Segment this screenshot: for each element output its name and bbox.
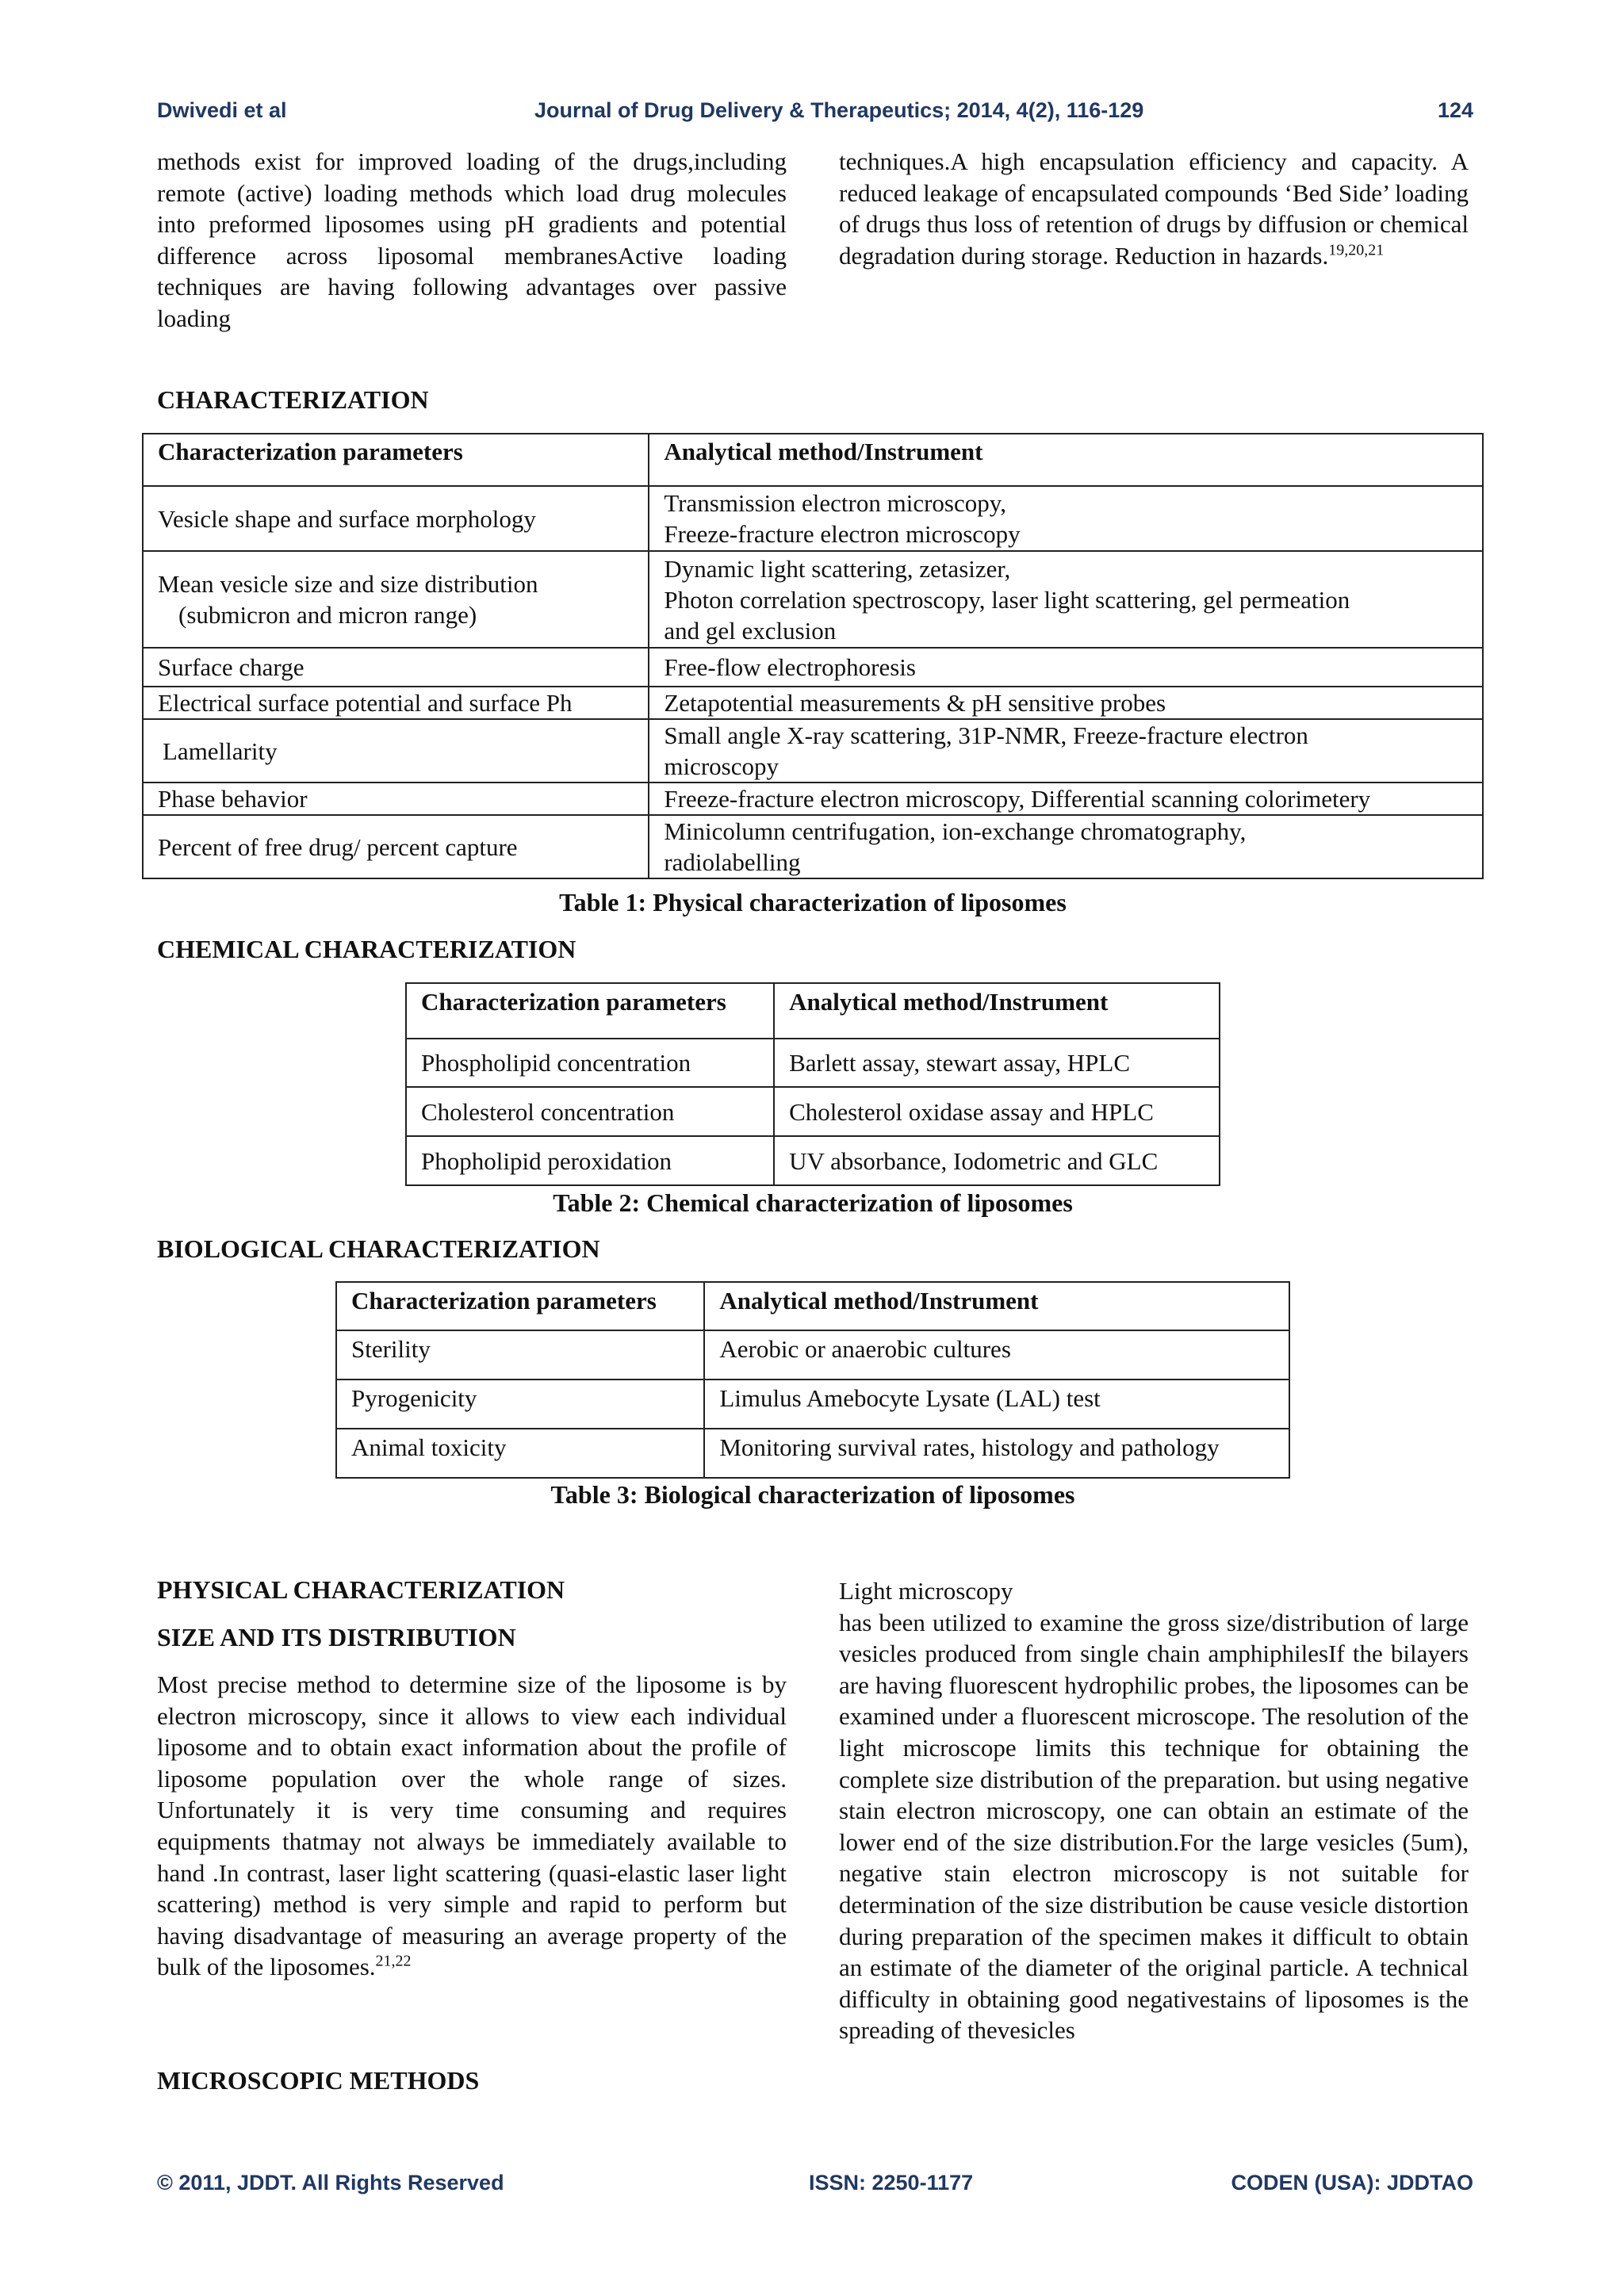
param-line: (submicron and micron range) xyxy=(178,601,477,629)
table-cell-method xyxy=(649,815,1483,878)
table-cell-method xyxy=(649,486,1483,551)
table-header-cell: Analytical method/Instrument xyxy=(704,1282,1289,1330)
table-header-cell: Characterization parameters xyxy=(406,983,774,1039)
table-cell-method xyxy=(649,551,1483,648)
method-line: Zetapotential measurements & pH sensitive probes xyxy=(664,689,1166,717)
running-header xyxy=(157,98,1473,130)
method-line: Freeze-fracture electron microscopy xyxy=(664,520,1021,548)
biological-characterization-table xyxy=(335,1281,1290,1479)
intro-right-paragraph xyxy=(839,146,1469,271)
size-distribution-heading: SIZE AND ITS DISTRIBUTION xyxy=(157,1623,516,1651)
method-line: Free-flow electrophoresis xyxy=(664,653,916,681)
footer-coden: CODEN (USA): JDDTAO xyxy=(1231,2171,1473,2195)
table-header-cell: Analytical method/Instrument xyxy=(774,983,1220,1039)
method-line: Photon correlation spectroscopy, laser light scattering, gel permeation xyxy=(664,585,1350,614)
table-cell-param: Animal toxicity xyxy=(336,1429,704,1478)
footer-issn: ISSN: 2250-1177 xyxy=(809,2171,974,2195)
table-row xyxy=(336,1330,1289,1380)
table-cell-param: Electrical surface potential and surface Ph xyxy=(143,687,649,719)
size-distribution-column xyxy=(157,1669,787,1983)
method-line: Dynamic light scattering, zetasizer, xyxy=(664,554,1011,583)
size-distribution-paragraph xyxy=(157,1669,787,1983)
footer-copyright: © 2011, JDDT. All Rights Reserved xyxy=(157,2171,504,2195)
size-distribution-reference: 21,22 xyxy=(375,1953,412,1971)
table-cell-method: Monitoring survival rates, histology and pathology xyxy=(704,1429,1289,1478)
table-3-caption: Table 3: Biological characterization of liposomes xyxy=(550,1480,1075,1509)
table-header-cell: Characterization parameters xyxy=(336,1282,704,1330)
table-cell-param: Phase behavior xyxy=(143,783,649,815)
table-cell-param: Lamellarity xyxy=(143,719,649,783)
microscopic-methods-heading: MICROSCOPIC METHODS xyxy=(157,2066,480,2095)
method-line: Small angle X-ray scattering, 31P-NMR, Freeze-fracture electron xyxy=(664,721,1308,749)
table-cell-method: Aerobic or anaerobic cultures xyxy=(704,1330,1289,1380)
table-cell-param xyxy=(143,551,649,648)
table-cell-param: Sterility xyxy=(336,1330,704,1380)
table-cell-param: Percent of free drug/ percent capture xyxy=(143,815,649,878)
table-header-row xyxy=(336,1282,1289,1330)
size-distribution-text: Most precise method to determine size of the liposome is by electron microscopy, since it allows to view each individual liposome and to obtain exact information about the profile of liposome population over the whole range of sizes. Unfortunately it is very time consuming and requires equipments thatmay not always be immediately available to hand .In contrast, laser light scattering (quasi-elastic laser light scattering) method is very simple and rapid to perform but having disadvantage of measuring an average property of the bulk of the liposomes. xyxy=(157,1670,787,1981)
intro-right-reference: 19,20,21 xyxy=(1328,241,1385,259)
method-line: Freeze-fracture electron microscopy, Differential scanning colorimetery xyxy=(664,785,1371,813)
table-1-caption: Table 1: Physical characterization of liposomes xyxy=(559,888,1067,916)
header-authors: Dwivedi et al xyxy=(157,98,287,122)
table-cell-method xyxy=(649,783,1483,815)
table-row xyxy=(143,551,1483,648)
table-row xyxy=(406,1136,1220,1185)
table-row xyxy=(143,687,1483,719)
intro-right-text: techniques.A high encapsulation efficiency and capacity. A reduced leakage of encapsulated compounds ‘Bed Side’ loading of drugs thus loss of retention of drugs by diffusion or chemical degradation during storage. Reduction in hazards. xyxy=(839,147,1469,270)
header-journal: Journal of Drug Delivery & Therapeutics; 2014, 4(2), 116-129 xyxy=(534,98,1144,122)
chemical-characterization-heading: CHEMICAL CHARACTERIZATION xyxy=(157,935,576,963)
table-header-row xyxy=(406,983,1220,1039)
method-line: radiolabelling xyxy=(664,848,801,876)
table-2-caption: Table 2: Chemical characterization of liposomes xyxy=(553,1188,1073,1217)
physical-characterization-heading: PHYSICAL CHARACTERIZATION xyxy=(157,1575,565,1604)
light-microscopy-column xyxy=(839,1575,1469,2046)
intro-left-text: methods exist for improved loading of the drugs,including remote (active) loading methods which load drug molecules into preformed liposomes using pH gradients and potential difference across liposomal membranesActive loading techniques are having following advantages over passive loading xyxy=(157,147,787,332)
table-row xyxy=(406,1039,1220,1087)
param-line: Mean vesicle size and size distribution xyxy=(158,570,538,598)
table-cell-param: Vesicle shape and surface morphology xyxy=(143,486,649,551)
light-microscopy-paragraph: has been utilized to examine the gross size/distribution of large vesicles produced from single chain amphiphilesIf the bilayers are having fluorescent hydrophilic probes, the liposomes can be examined under a fluorescent microscope. The resolution of the light microscope limits this technique for obtaining the complete size distribution of the preparation. but using negative stain electron microscopy, one can obtain an estimate of the lower end of the size distribution.For the large vesicles (5um), negative stain electron microscopy is not suitable for determination of the size distribution be cause vesicle distortion during preparation of the specimen makes it difficult to obtain an estimate of the diameter of the original particle. A technical difficulty in obtaining good negativestains of liposomes is the spreading of thevesicles xyxy=(839,1608,1469,2045)
table-cell-method xyxy=(649,719,1483,783)
method-line: and gel exclusion xyxy=(664,616,837,645)
table-cell-param: Phospholipid concentration xyxy=(406,1039,774,1087)
table-row xyxy=(143,486,1483,551)
chemical-characterization-table xyxy=(405,982,1220,1186)
table-cell-param: Pyrogenicity xyxy=(336,1380,704,1429)
physical-characterization-table xyxy=(142,433,1484,879)
table-cell-method xyxy=(649,687,1483,719)
table-row xyxy=(143,719,1483,783)
table-cell-method: Barlett assay, stewart assay, HPLC xyxy=(774,1039,1220,1087)
light-microscopy-line: Light microscopy xyxy=(839,1577,1013,1605)
table-cell-param: Phopholipid peroxidation xyxy=(406,1136,774,1185)
table-row xyxy=(143,783,1483,815)
table-cell-param: Surface charge xyxy=(143,648,649,687)
biological-characterization-heading: BIOLOGICAL CHARACTERIZATION xyxy=(157,1234,600,1263)
method-line: Transmission electron microscopy, xyxy=(664,489,1006,517)
table-row xyxy=(143,648,1483,687)
table-cell-method: Limulus Amebocyte Lysate (LAL) test xyxy=(704,1380,1289,1429)
page-footer xyxy=(157,2171,1473,2202)
table-cell-method xyxy=(649,648,1483,687)
characterization-heading: CHARACTERIZATION xyxy=(157,385,429,414)
method-line: Minicolumn centrifugation, ion-exchange chromatography, xyxy=(664,817,1247,845)
table-row xyxy=(143,815,1483,878)
table-header-cell: Analytical method/Instrument xyxy=(649,434,1483,486)
table-row xyxy=(336,1429,1289,1478)
table-cell-method: UV absorbance, Iodometric and GLC xyxy=(774,1136,1220,1185)
table-row xyxy=(336,1380,1289,1429)
intro-left-column xyxy=(157,146,787,335)
header-page-number: 124 xyxy=(1437,98,1473,122)
table-header-row xyxy=(143,434,1483,486)
table-cell-method: Cholesterol oxidase assay and HPLC xyxy=(774,1087,1220,1136)
intro-right-column xyxy=(839,146,1469,271)
method-line: microscopy xyxy=(664,752,779,780)
table-header-cell: Characterization parameters xyxy=(143,434,649,486)
table-cell-param: Cholesterol concentration xyxy=(406,1087,774,1136)
table-row xyxy=(406,1087,1220,1136)
